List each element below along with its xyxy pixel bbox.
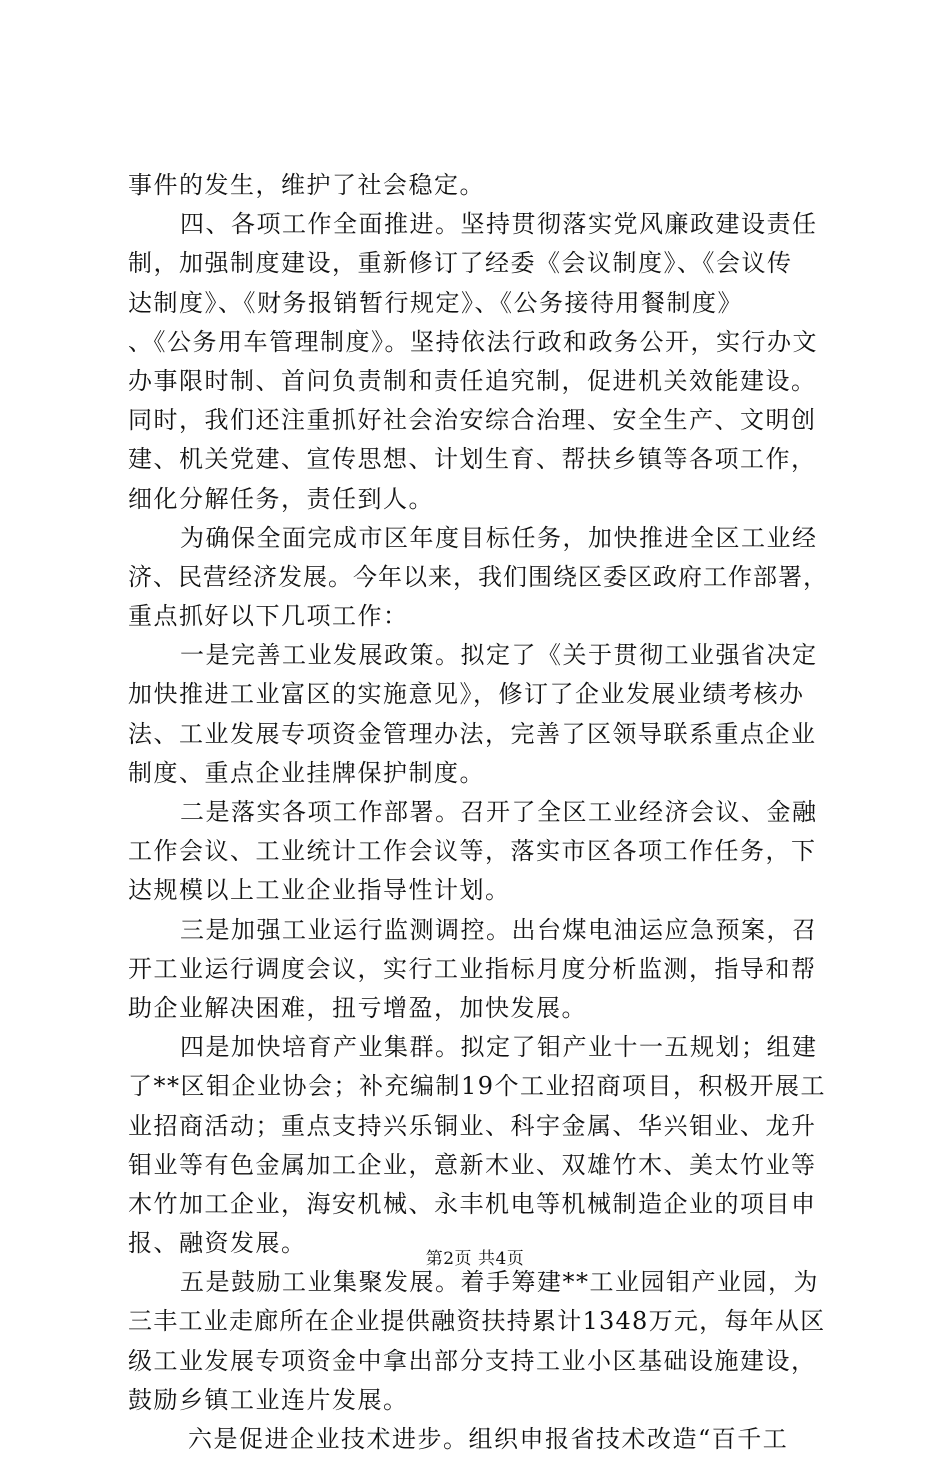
text-line: 了**区钼企业协会；补充编制19个工业招商项目，积极开展工 (128, 1072, 827, 1101)
page-number-footer: 第2页 共4页 (425, 1249, 525, 1269)
text-line: 、《公务用车管理制度》。坚持依法行政和政务公开，实行办文 (128, 327, 818, 356)
paragraph-start-line: 五是鼓励工业集聚发展。着手筹建**工业园钼产业园，为 (180, 1268, 819, 1297)
text-line: 加快推进工业富区的实施意见》，修订了企业发展业绩考核办 (128, 680, 805, 709)
text-line: 钼业等有色金属加工企业，意新木业、双雄竹木、美太竹业等 (128, 1150, 817, 1179)
text-line: 开工业运行调度会议，实行工业指标月度分析监测，指导和帮 (128, 954, 817, 983)
text-line: 达规模以上工业企业指导性计划。 (128, 876, 511, 905)
text-line: 法、工业发展专项资金管理办法，完善了区领导联系重点企业 (128, 719, 817, 748)
paragraph-start-line: 六是促进企业技术进步。组织申报省技术改造“百千工 (188, 1425, 789, 1453)
text-line: 工作会议、工业统计工作会议等，落实市区各项工作任务，下 (128, 837, 817, 866)
text-line: 三丰工业走廊所在企业提供融资扶持累计1348万元，每年从区 (128, 1307, 826, 1336)
paragraph-start-line: 为确保全面完成市区年度目标任务，加快推进全区工业经 (180, 523, 818, 552)
text-line: 制度、重点企业挂牌保护制度。 (128, 758, 485, 787)
text-line: 制，加强制度建设，重新修订了经委《会议制度》、《会议传 (128, 249, 793, 278)
paragraph-start-line: 二是落实各项工作部署。召开了全区工业经济会议、金融 (180, 798, 818, 826)
text-line: 鼓励乡镇工业连片发展。 (128, 1385, 409, 1414)
text-line: 事件的发生，维护了社会稳定。 (128, 171, 485, 199)
text-line: 建、机关党建、宣传思想、计划生育、帮扶乡镇等各项工作， (128, 445, 817, 474)
text-line: 助企业解决困难，扭亏增盈，加快发展。 (128, 993, 587, 1022)
text-line: 木竹加工企业，海安机械、永丰机电等机械制造企业的项目申 (128, 1189, 817, 1218)
text-line: 达制度》、《财务报销暂行规定》、《公务接待用餐制度》 (128, 288, 743, 317)
paragraph-start-line: 一是完善工业发展政策。拟定了《关于贯彻工业强省决定 (180, 641, 818, 670)
text-line: 业招商活动；重点支持兴乐铜业、科宇金属、华兴钼业、龙升 (128, 1111, 817, 1140)
text-line: 重点抓好以下几项工作： (128, 602, 409, 631)
text-line: 办事限时制、首问负责制和责任追究制，促进机关效能建设。 (128, 366, 817, 395)
paragraph-start-line: 三是加强工业运行监测调控。出台煤电油运应急预案，召 (180, 915, 818, 944)
text-line: 同时，我们还注重抓好社会治安综合治理、安全生产、文明创 (128, 406, 817, 435)
text-line: 报、融资发展。 (128, 1229, 307, 1258)
text-line: 级工业发展专项资金中拿出部分支持工业小区基础设施建设， (128, 1346, 817, 1375)
text-line: 细化分解任务，责任到人。 (128, 484, 434, 513)
paragraph-start-line: 四是加快培育产业集群。拟定了钼产业十一五规划；组建 (180, 1033, 818, 1062)
paragraph-start-line: 四、各项工作全面推进。坚持贯彻落实党风廉政建设责任 (180, 210, 818, 239)
text-line: 济、民营经济发展。今年以来，我们围绕区委区政府工作部署， (128, 562, 828, 591)
